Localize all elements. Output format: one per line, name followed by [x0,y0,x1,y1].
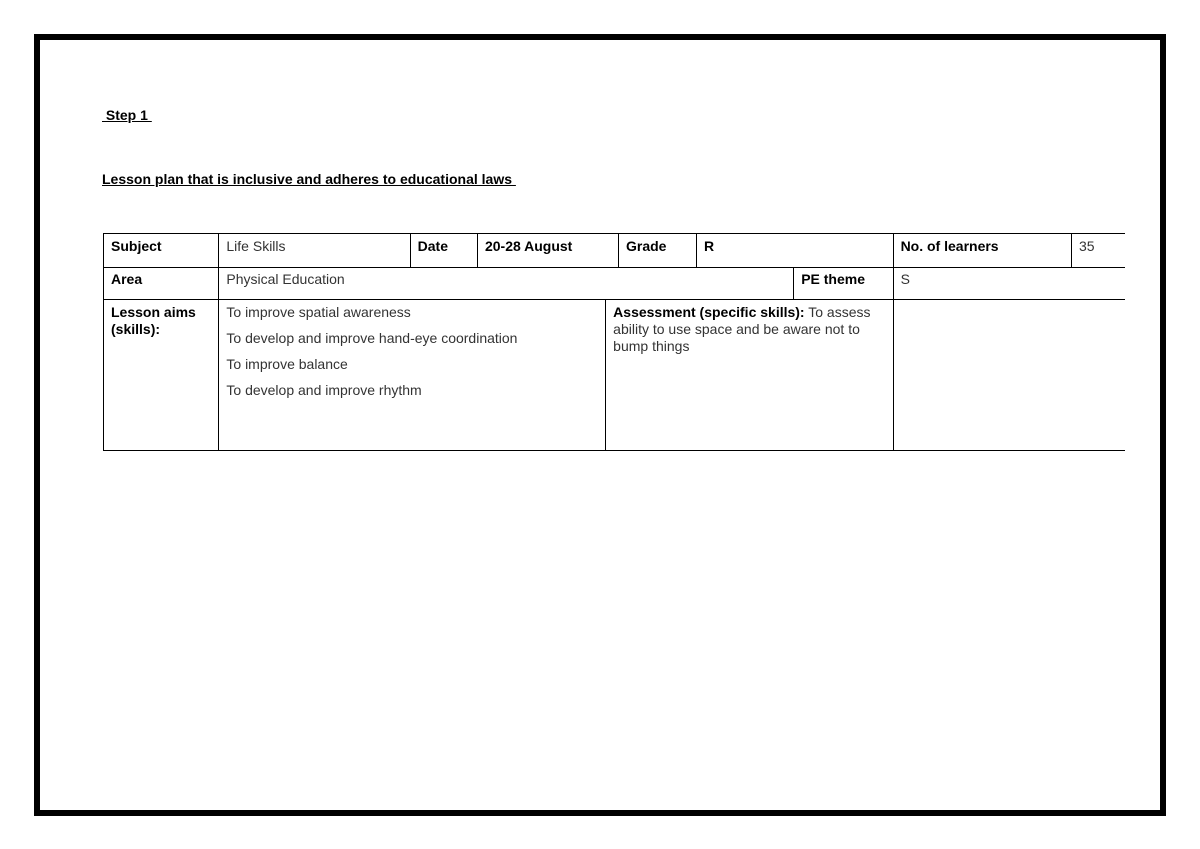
lesson-aim: To improve spatial awareness [226,304,411,320]
learners-value: 35 [1072,234,1126,268]
lesson-plan-table [103,233,1125,451]
lesson-aim: To develop and improve hand-eye coordination [226,330,518,346]
table-row [104,234,1126,268]
assessment-cell [606,300,893,451]
assessment-label: Assessment (specific skills): [613,304,805,320]
pe-theme-value: S [893,268,1125,300]
subject-value: Life Skills [219,234,410,268]
grade-value: R [697,234,894,268]
step-heading: Step 1 [102,107,152,123]
table-row [104,300,1126,451]
table-row [104,268,1126,300]
document-title: Lesson plan that is inclusive and adheres to educational laws [102,171,516,187]
date-value: 20-28 August [477,234,618,268]
subject-label: Subject [104,234,219,268]
lesson-aims-cell [219,300,606,451]
area-value: Physical Education [219,268,794,300]
lesson-aims-label: Lesson aims (skills): [104,300,219,451]
pe-theme-label: PE theme [794,268,893,300]
date-label: Date [410,234,477,268]
lesson-aim: To improve balance [226,356,348,372]
grade-label: Grade [619,234,697,268]
learners-label: No. of learners [893,234,1071,268]
empty-cell [893,300,1125,451]
lesson-aim: To develop and improve rhythm [226,382,422,398]
area-label: Area [104,268,219,300]
assessment-text: To assess ability to use space and be aware not to bump things [613,304,871,354]
